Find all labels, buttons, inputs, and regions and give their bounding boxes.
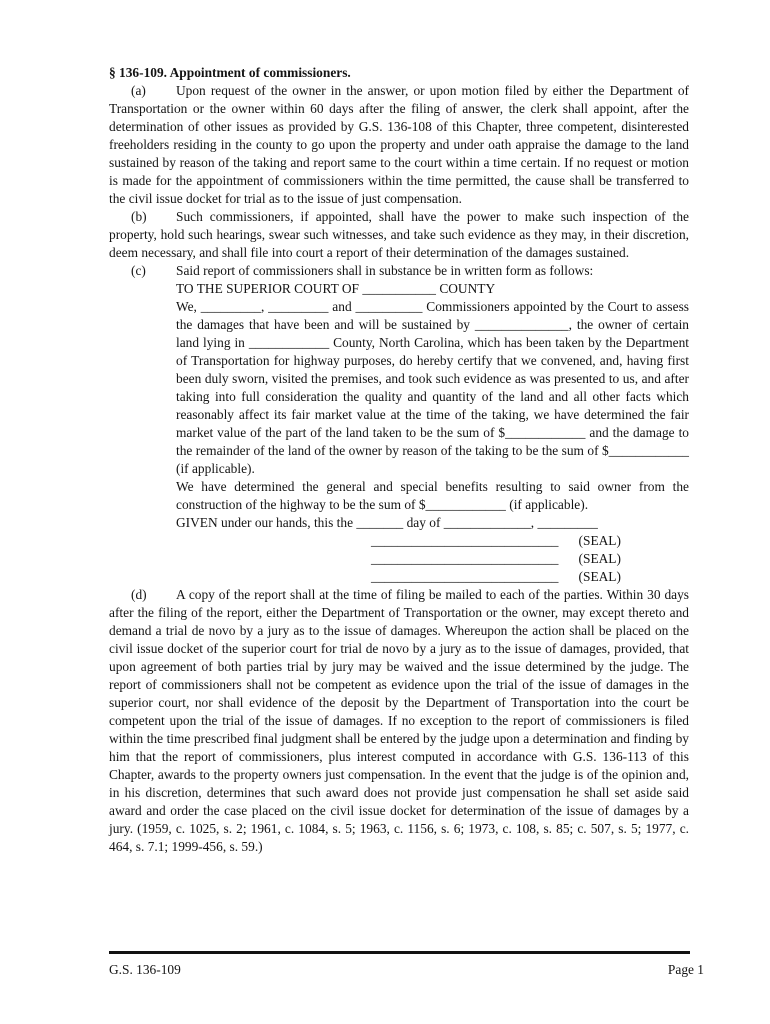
statute-body (109, 64, 689, 856)
paragraph-d-text: A copy of the report shall at the time of filing be mailed to each of the parties. Within 30 days after the filing of the report, either the Department of Transportation or the owner, may except thereto and demand a trial de novo by a jury as to the issue of damages. Whereupon the action shall be placed on the civil issue docket of the superior court for trial de novo by a jury as to the issue of damages, provided, that upon agreement of both parties trial by jury may be waived and the issue determined by the judge. The report of commissioners shall not be competent as evidence upon the trial of the issue of damages in the superior court, nor shall evidence of the deposit by the Department of Transportation into the court be competent upon the trial of the issue of damages. If no exception to the report of commissioners is filed within the time prescribed final judgment shall be entered by the judge upon a determination and finding by him that the report of commissioners, plus interest computed in accordance with G.S. 136-113 of this Chapter, awards to the property owners just compensation. In the event that the judge is of the opinion and, in his discretion, determines that such award does not provide just compensation he shall set aside said award and order the case placed on the civil issue docket for determination of the issue of damages by a jury. (1959, c. 1025, s. 2; 1961, c. 1084, s. 5; 1963, c. 1156, s. 6; 1973, c. 108, s. 85; c. 507, s. 5; 1977, c. 464, s. 7.1; 1999-456, s. 59.) (109, 587, 689, 854)
footer-citation: G.S. 136-109 (109, 962, 181, 977)
form-given-line: GIVEN under our hands, this the _______ day of _____________, _________ (176, 515, 598, 530)
footer-divider (109, 951, 690, 954)
signature-line: ____________________________ (SEAL) (371, 533, 621, 548)
form-address: TO THE SUPERIOR COURT OF ___________ COUNTY (176, 281, 496, 296)
paragraph-d-label: (d) (131, 587, 147, 602)
paragraph-c-label: (c) (131, 263, 146, 278)
report-form (176, 280, 689, 532)
paragraph-c-text: Said report of commissioners shall in substance be in written form as follows: (176, 263, 594, 278)
signature-line: ____________________________ (SEAL) (371, 569, 621, 584)
form-body-1: We, _________, _________ and __________ Commissioners appointed by the Court to assess the damages that have been and will be sustained by ______________, the owner of certain land lying in ____________ County, North Carolina, which has been taken by the Department of Transportation for highway purposes, do hereby certify that we convened, and, having first been duly sworn, visited the premises, and took such evidence as was presented to us, and after taking into full consideration the quality and quantity of the land and all other facts which reasonably affect its fair market value at the time of the taking, we have determined the fair market value of the part of the land taken to be the sum of $____________ and the damage to the remainder of the land of the owner by reason of the taking to be the sum of $____________ (if applicable). (176, 299, 689, 476)
form-body-2: We have determined the general and special benefits resulting to said owner from the construction of the highway to be the sum of $____________ (if applicable). (176, 479, 689, 512)
paragraph-d (109, 586, 689, 856)
signature-line: ____________________________ (SEAL) (371, 551, 621, 566)
paragraph-a-text: Upon request of the owner in the answer, or upon motion filed by either the Department of Transportation or the owner within 60 days after the filing of answer, the clerk shall appoint, after the determination of other issues as provided by G.S. 136-108 of this Chapter, three competent, disinterested freeholders residing in the county to go upon the property and under oath appraise the damage to the land sustained by reason of the taking and report same to the court within a time certain. If no request or motion is made for the appointment of commissioners within the time permitted, the cause shall be transferred to the civil issue docket for trial as to the issue of just compensation. (109, 83, 689, 206)
paragraph-b (109, 208, 689, 262)
paragraph-c (109, 262, 689, 280)
signature-block (109, 532, 689, 586)
paragraph-a-label: (a) (131, 83, 146, 98)
paragraph-b-label: (b) (131, 209, 147, 224)
paragraph-a (109, 82, 689, 208)
paragraph-b-text: Such commissioners, if appointed, shall have the power to make such inspection of the property, hold such hearings, swear such witnesses, and take such evidence as they may, in their discretion, deem necessary, and shall file into court a report of their determination of the damages sustained. (109, 209, 689, 260)
page-number: Page 1 (667, 962, 704, 977)
section-heading: § 136-109. Appointment of commissioners. (109, 65, 351, 80)
